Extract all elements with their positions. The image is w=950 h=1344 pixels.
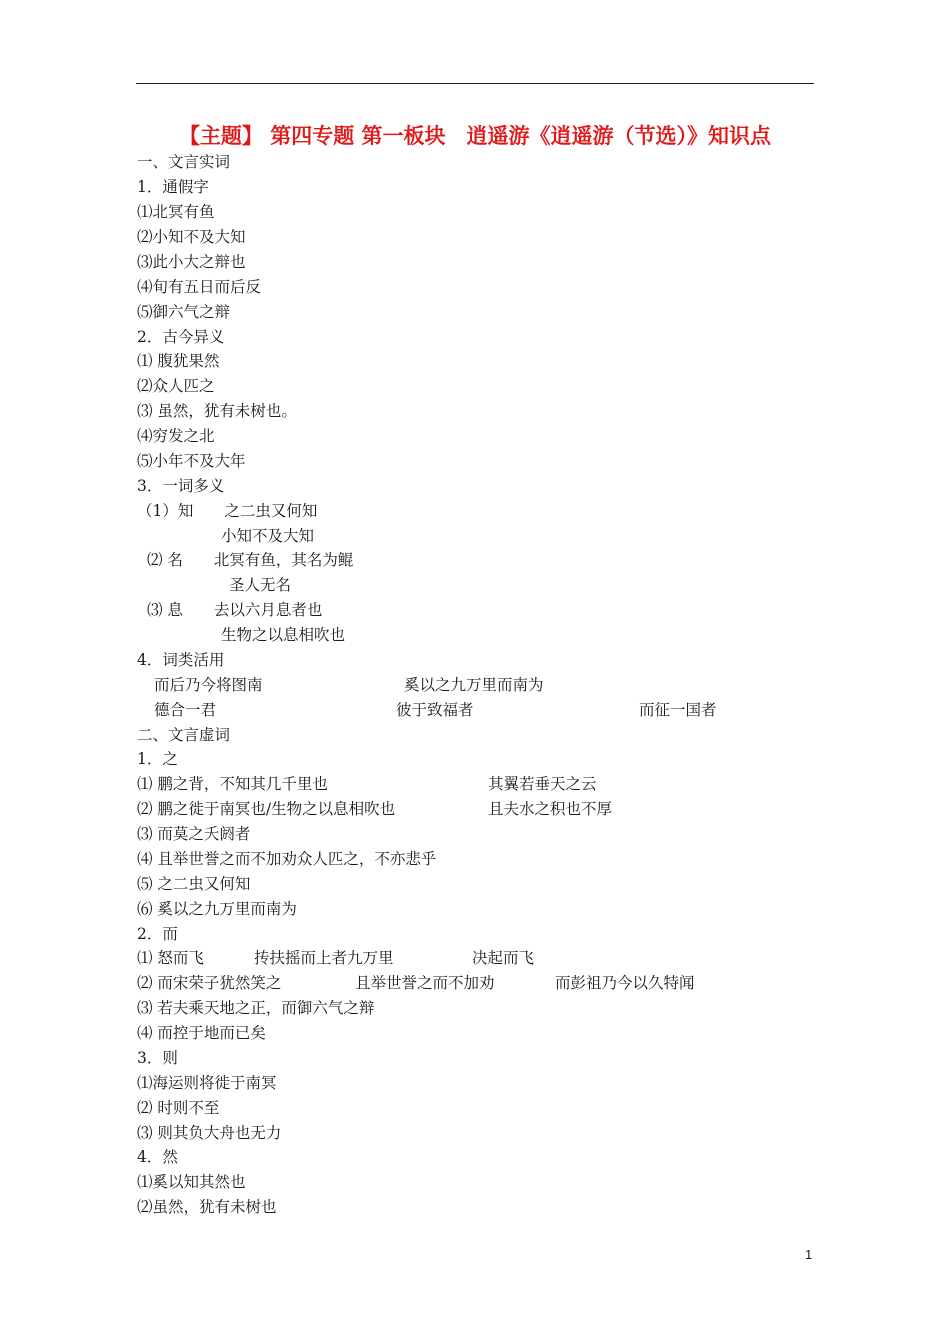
text-line: 而彭祖乃今以久特闻 bbox=[555, 974, 695, 992]
text-line: ⑴海运则将徙于南冥 bbox=[137, 1074, 277, 1092]
text-line: ⑴北冥有鱼 bbox=[137, 203, 215, 221]
text-line: ⑶ 而莫之夭阏者 bbox=[137, 825, 251, 843]
text-line: ⑵ 时则不至 bbox=[137, 1099, 220, 1117]
text-line: 其翼若垂天之云 bbox=[488, 775, 597, 793]
text-line: ⑷ 且举世誉之而不加劝众人匹之，不亦悲乎 bbox=[137, 850, 437, 868]
text-line: ⑶ 则其负大舟也无力 bbox=[137, 1124, 282, 1142]
text-line: ⑶ 若夫乘天地之正，而御六气之辩 bbox=[137, 999, 375, 1017]
text-line: ⑹ 奚以之九万里而南为 bbox=[137, 900, 297, 918]
text-line: （1）知 之二虫又何知 bbox=[137, 502, 318, 520]
header-rule bbox=[136, 83, 814, 84]
text-line: ⑴ 腹犹果然 bbox=[137, 352, 220, 370]
text-line: ⑵ 而宋荣子犹然笑之 bbox=[137, 974, 282, 992]
subsection-heading: 3．则 bbox=[137, 1049, 178, 1067]
text-line: ⑷穷发之北 bbox=[137, 427, 215, 445]
subsection-heading: 2．而 bbox=[137, 925, 178, 943]
section-heading: 一、文言实词 bbox=[137, 153, 231, 171]
page-title: 【主题】 第四专题 第一板块 逍遥游《逍遥游（节选）》知识点 bbox=[178, 123, 772, 148]
text-line: 圣人无名 bbox=[229, 576, 292, 594]
text-line: 且举世誉之而不加劝 bbox=[355, 974, 495, 992]
text-line: ⑸ 之二虫又何知 bbox=[137, 875, 251, 893]
subsection-heading: 2．古今异义 bbox=[137, 328, 225, 346]
text-line: 且夫水之积也不厚 bbox=[488, 800, 613, 818]
subsection-heading: 3．一词多义 bbox=[137, 477, 225, 495]
subsection-heading: 1．通假字 bbox=[137, 178, 209, 196]
text-line: 而征一国者 bbox=[639, 701, 717, 719]
text-line: 彼于致福者 bbox=[396, 701, 474, 719]
text-line: ⑴奚以知其然也 bbox=[137, 1173, 246, 1191]
text-line: 抟扶摇而上者九万里 bbox=[254, 949, 394, 967]
text-line: ⑵ 名 北冥有鱼，其名为鲲 bbox=[147, 551, 354, 569]
text-line: 奚以之九万里而南为 bbox=[404, 676, 544, 694]
text-line: ⑴ 鹏之背，不知其几千里也 bbox=[137, 775, 328, 793]
page-number: 1 bbox=[805, 1247, 813, 1262]
text-line: ⑶ 虽然，犹有未树也。 bbox=[137, 402, 297, 420]
subsection-heading: 1．之 bbox=[137, 750, 178, 768]
text-line: 小知不及大知 bbox=[221, 527, 315, 545]
text-line: 而后乃今将图南 bbox=[154, 676, 263, 694]
text-line: ⑸小年不及大年 bbox=[137, 452, 246, 470]
text-line: ⑵ 鹏之徙于南冥也/生物之以息相吹也 bbox=[137, 800, 396, 818]
text-line: 生物之以息相吹也 bbox=[221, 626, 346, 644]
text-line: ⑷旬有五日而后反 bbox=[137, 278, 262, 296]
text-line: ⑵众人匹之 bbox=[137, 377, 215, 395]
text-line: ⑵小知不及大知 bbox=[137, 228, 246, 246]
text-line: ⑶此小大之辩也 bbox=[137, 253, 246, 271]
section-heading: 二、文言虚词 bbox=[137, 726, 231, 744]
text-line: ⑵虽然，犹有未树也 bbox=[137, 1198, 277, 1216]
text-line: ⑴ 怒而飞 bbox=[137, 949, 204, 967]
text-line: ⑶ 息 去以六月息者也 bbox=[147, 601, 323, 619]
subsection-heading: 4．然 bbox=[137, 1148, 178, 1166]
text-line: ⑸御六气之辩 bbox=[137, 303, 231, 321]
text-line: 德合一君 bbox=[154, 701, 217, 719]
subsection-heading: 4．词类活用 bbox=[137, 651, 225, 669]
text-line: ⑷ 而控于地而已矣 bbox=[137, 1024, 266, 1042]
text-line: 决起而飞 bbox=[472, 949, 535, 967]
